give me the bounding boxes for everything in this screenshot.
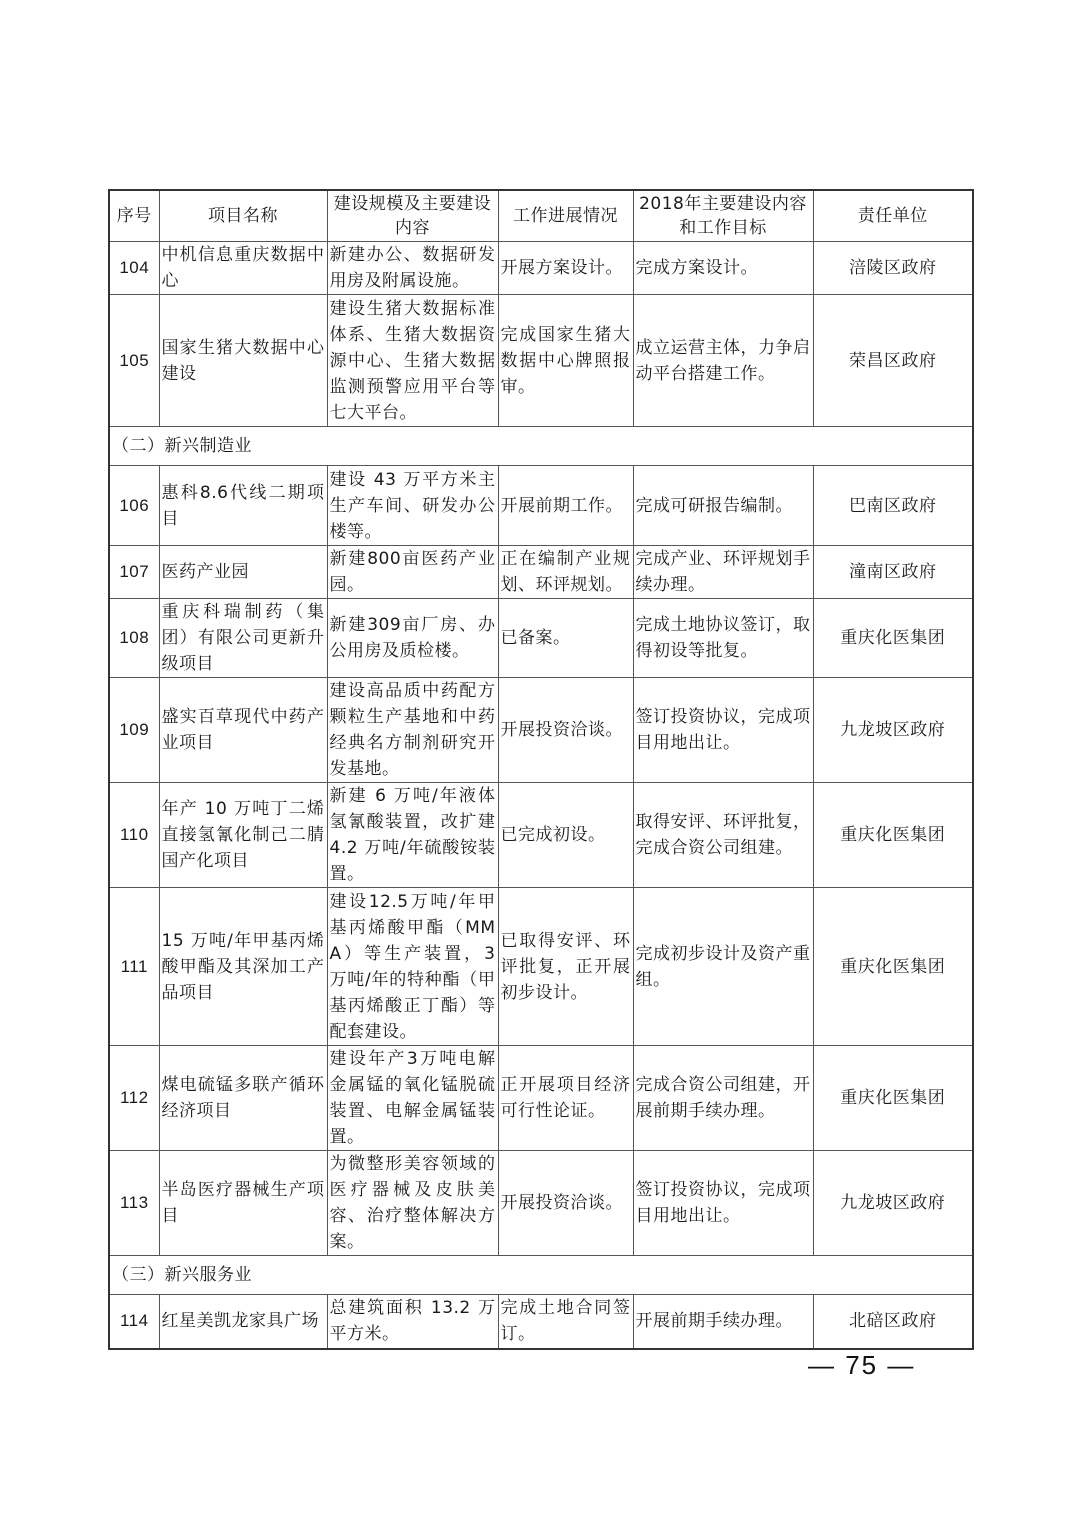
table-row [109, 888, 973, 1046]
section-row [109, 427, 973, 466]
project-name: 半岛医疗器械生产项目 [159, 1151, 327, 1256]
section-label: （二）新兴制造业 [109, 427, 973, 466]
project-name: 重庆科瑞制药（集团）有限公司更新升级项目 [159, 599, 327, 678]
table-body [109, 242, 973, 1349]
table-row [109, 1295, 973, 1349]
table-header-row [109, 190, 973, 242]
table-row [109, 783, 973, 888]
project-goal: 完成初步设计及资产重组。 [633, 888, 813, 1046]
project-table [108, 189, 974, 1350]
responsible-unit: 重庆化医集团 [813, 888, 973, 1046]
header-unit: 责任单位 [813, 190, 973, 242]
project-progress: 已取得安评、环评批复，正开展初步设计。 [498, 888, 633, 1046]
responsible-unit: 九龙坡区政府 [813, 1151, 973, 1256]
project-number: 104 [109, 242, 159, 295]
table-row [109, 1151, 973, 1256]
project-scale: 为微整形美容领域的医疗器械及皮肤美容、治疗整体解决方案。 [327, 1151, 498, 1256]
responsible-unit: 荣昌区政府 [813, 295, 973, 427]
project-number: 113 [109, 1151, 159, 1256]
project-goal: 签订投资协议，完成项目用地出让。 [633, 678, 813, 783]
project-goal: 完成可研报告编制。 [633, 466, 813, 546]
project-name: 年产 10 万吨丁二烯直接氢氰化制己二腈国产化项目 [159, 783, 327, 888]
project-number: 110 [109, 783, 159, 888]
project-goal: 取得安评、环评批复，完成合资公司组建。 [633, 783, 813, 888]
responsible-unit: 潼南区政府 [813, 546, 973, 599]
project-goal: 完成方案设计。 [633, 242, 813, 295]
header-progress: 工作进展情况 [498, 190, 633, 242]
project-name: 红星美凯龙家具广场 [159, 1295, 327, 1349]
responsible-unit: 重庆化医集团 [813, 599, 973, 678]
project-scale: 新建 6 万吨/年液体氢氰酸装置，改扩建 4.2 万吨/年硫酸铵装置。 [327, 783, 498, 888]
project-number: 114 [109, 1295, 159, 1349]
project-name: 15 万吨/年甲基丙烯酸甲酯及其深加工产品项目 [159, 888, 327, 1046]
table-row [109, 546, 973, 599]
responsible-unit: 重庆化医集团 [813, 1046, 973, 1151]
project-progress: 开展投资洽谈。 [498, 1151, 633, 1256]
section-label: （三）新兴服务业 [109, 1256, 973, 1295]
table-row [109, 466, 973, 546]
responsible-unit: 重庆化医集团 [813, 783, 973, 888]
project-name: 煤电硫锰多联产循环经济项目 [159, 1046, 327, 1151]
project-number: 111 [109, 888, 159, 1046]
project-name: 中机信息重庆数据中心 [159, 242, 327, 295]
project-goal: 完成产业、环评规划手续办理。 [633, 546, 813, 599]
responsible-unit: 九龙坡区政府 [813, 678, 973, 783]
project-progress: 开展投资洽谈。 [498, 678, 633, 783]
project-scale: 新建309亩厂房、办公用房及质检楼。 [327, 599, 498, 678]
project-goal: 签订投资协议，完成项目用地出让。 [633, 1151, 813, 1256]
project-scale: 新建办公、数据研发用房及附属设施。 [327, 242, 498, 295]
project-scale: 建设生猪大数据标准体系、生猪大数据资源中心、生猪大数据监测预警应用平台等七大平台。 [327, 295, 498, 427]
project-progress: 正在编制产业规划、环评规划。 [498, 546, 633, 599]
section-row [109, 1256, 973, 1295]
project-scale: 建设12.5万吨/年甲基丙烯酸甲酯（MMA）等生产装置，3 万吨/年的特种酯（甲基丙烯酸正丁酯）等配套建设。 [327, 888, 498, 1046]
header-goal: 2018年主要建设内容和工作目标 [633, 190, 813, 242]
project-scale: 建设 43 万平方米主生产车间、研发办公楼等。 [327, 466, 498, 546]
project-scale: 建设年产3万吨电解金属锰的氧化锰脱硫装置、电解金属锰装置。 [327, 1046, 498, 1151]
project-progress: 已完成初设。 [498, 783, 633, 888]
table-row [109, 295, 973, 427]
table-row [109, 1046, 973, 1151]
project-progress: 正开展项目经济可行性论证。 [498, 1046, 633, 1151]
project-number: 107 [109, 546, 159, 599]
project-scale: 新建800亩医药产业园。 [327, 546, 498, 599]
project-progress: 开展方案设计。 [498, 242, 633, 295]
project-name: 惠科8.6代线二期项目 [159, 466, 327, 546]
project-goal: 开展前期手续办理。 [633, 1295, 813, 1349]
project-number: 109 [109, 678, 159, 783]
table-row [109, 678, 973, 783]
responsible-unit: 北碚区政府 [813, 1295, 973, 1349]
header-no: 序号 [109, 190, 159, 242]
project-goal: 完成土地协议签订，取得初设等批复。 [633, 599, 813, 678]
header-scale: 建设规模及主要建设内容 [327, 190, 498, 242]
header-name: 项目名称 [159, 190, 327, 242]
project-number: 106 [109, 466, 159, 546]
table-row [109, 599, 973, 678]
project-name: 盛实百草现代中药产业项目 [159, 678, 327, 783]
project-goal: 完成合资公司组建，开展前期手续办理。 [633, 1046, 813, 1151]
responsible-unit: 涪陵区政府 [813, 242, 973, 295]
project-scale: 建设高品质中药配方颗粒生产基地和中药经典名方制剂研究开发基地。 [327, 678, 498, 783]
project-progress: 开展前期工作。 [498, 466, 633, 546]
page-number: — 75 — [808, 1350, 916, 1380]
project-progress: 完成国家生猪大数据中心牌照报审。 [498, 295, 633, 427]
project-progress: 已备案。 [498, 599, 633, 678]
project-name: 医药产业园 [159, 546, 327, 599]
project-goal: 成立运营主体，力争启动平台搭建工作。 [633, 295, 813, 427]
project-number: 105 [109, 295, 159, 427]
project-progress: 完成土地合同签订。 [498, 1295, 633, 1349]
project-name: 国家生猪大数据中心建设 [159, 295, 327, 427]
table-row [109, 242, 973, 295]
project-scale: 总建筑面积 13.2 万平方米。 [327, 1295, 498, 1349]
project-number: 108 [109, 599, 159, 678]
project-number: 112 [109, 1046, 159, 1151]
responsible-unit: 巴南区政府 [813, 466, 973, 546]
